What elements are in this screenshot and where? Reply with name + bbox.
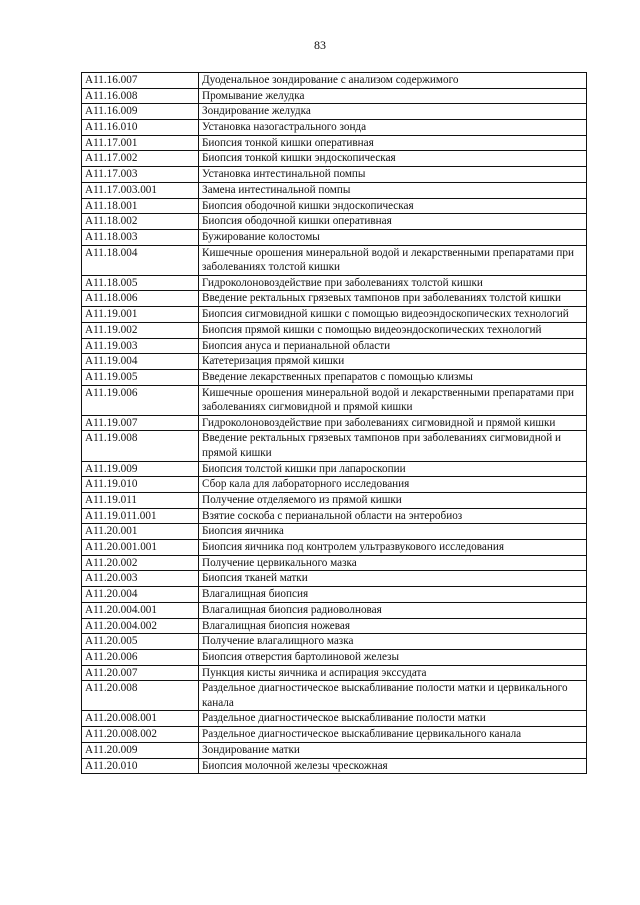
procedure-code-cell: A11.17.003	[82, 167, 199, 183]
procedure-name-cell: Гидроколоновоздействие при заболеваниях сигмовидной и прямой кишки	[199, 415, 587, 431]
procedure-code-cell: A11.19.006	[82, 385, 199, 415]
procedure-name-cell: Биопсия прямой кишки с помощью видеоэндоскопических технологий	[199, 322, 587, 338]
procedure-code-cell: A11.18.006	[82, 291, 199, 307]
procedure-name-cell: Бужирование колостомы	[199, 229, 587, 245]
procedure-name-cell: Катетеризация прямой кишки	[199, 354, 587, 370]
procedure-code-cell: A11.20.010	[82, 758, 199, 774]
table-row	[82, 477, 587, 493]
table-row	[82, 540, 587, 556]
procedure-code-cell: A11.17.003.001	[82, 182, 199, 198]
procedure-name-cell: Сбор кала для лабораторного исследования	[199, 477, 587, 493]
procedure-code-cell: A11.20.008.002	[82, 727, 199, 743]
procedure-code-cell: A11.20.007	[82, 665, 199, 681]
procedure-name-cell: Биопсия ободочной кишки эндоскопическая	[199, 198, 587, 214]
procedure-code-cell: A11.16.008	[82, 88, 199, 104]
procedure-name-cell: Промывание желудка	[199, 88, 587, 104]
procedure-code-cell: A11.19.011.001	[82, 508, 199, 524]
table-row	[82, 198, 587, 214]
table-row	[82, 602, 587, 618]
procedure-name-cell: Установка назогастрального зонда	[199, 120, 587, 136]
procedure-code-cell: A11.19.003	[82, 338, 199, 354]
table-body	[82, 73, 587, 774]
table-row	[82, 104, 587, 120]
procedure-name-cell: Влагалищная биопсия ножевая	[199, 618, 587, 634]
table-row	[82, 88, 587, 104]
procedure-code-cell: A11.19.002	[82, 322, 199, 338]
table-row	[82, 322, 587, 338]
page-number: 83	[314, 38, 326, 52]
table-row	[82, 338, 587, 354]
procedure-name-cell: Получение отделяемого из прямой кишки	[199, 493, 587, 509]
table-row	[82, 307, 587, 323]
procedure-name-cell: Биопсия тканей матки	[199, 571, 587, 587]
table-row	[82, 182, 587, 198]
procedure-name-cell: Установка интестинальной помпы	[199, 167, 587, 183]
table-row	[82, 291, 587, 307]
procedure-name-cell: Получение влагалищного мазка	[199, 634, 587, 650]
table-row	[82, 229, 587, 245]
procedure-code-cell: A11.20.008	[82, 681, 199, 711]
table-row	[82, 120, 587, 136]
procedure-code-cell: A11.19.004	[82, 354, 199, 370]
procedure-code-cell: A11.18.003	[82, 229, 199, 245]
procedure-name-cell: Введение ректальных грязевых тампонов при заболеваниях сигмовидной и прямой кишки	[199, 431, 587, 461]
table-row	[82, 711, 587, 727]
procedure-code-cell: A11.20.004.001	[82, 602, 199, 618]
table-row	[82, 758, 587, 774]
procedure-name-cell: Биопсия ободочной кишки оперативная	[199, 214, 587, 230]
procedure-name-cell: Введение ректальных грязевых тампонов при заболеваниях толстой кишки	[199, 291, 587, 307]
table-row	[82, 493, 587, 509]
table-row	[82, 634, 587, 650]
procedure-codes-table	[81, 72, 587, 774]
procedure-code-cell: A11.16.007	[82, 73, 199, 89]
procedure-code-cell: A11.16.010	[82, 120, 199, 136]
table-row	[82, 135, 587, 151]
procedure-code-cell: A11.19.010	[82, 477, 199, 493]
table-row	[82, 681, 587, 711]
procedure-code-cell: A11.20.008.001	[82, 711, 199, 727]
table-row	[82, 571, 587, 587]
procedure-name-cell: Влагалищная биопсия радиоволновая	[199, 602, 587, 618]
table-row	[82, 461, 587, 477]
procedure-name-cell: Раздельное диагностическое выскабливание полости матки	[199, 711, 587, 727]
procedure-code-cell: A11.20.001	[82, 524, 199, 540]
procedure-name-cell: Кишечные орошения минеральной водой и лекарственными препаратами при заболеваниях сигмовидной и прямой кишки	[199, 385, 587, 415]
procedure-code-cell: A11.19.008	[82, 431, 199, 461]
procedure-code-cell: A11.20.006	[82, 649, 199, 665]
procedure-name-cell: Влагалищная биопсия	[199, 587, 587, 603]
procedure-name-cell: Пункция кисты яичника и аспирация экссудата	[199, 665, 587, 681]
table-row	[82, 555, 587, 571]
procedure-code-cell: A11.20.004.002	[82, 618, 199, 634]
procedure-name-cell: Биопсия ануса и перианальной области	[199, 338, 587, 354]
table-row	[82, 727, 587, 743]
procedure-name-cell: Биопсия отверстия бартолиновой железы	[199, 649, 587, 665]
table-row	[82, 73, 587, 89]
table-row	[82, 431, 587, 461]
procedure-name-cell: Биопсия тонкой кишки оперативная	[199, 135, 587, 151]
table-row	[82, 245, 587, 275]
procedure-name-cell: Биопсия толстой кишки при лапароскопии	[199, 461, 587, 477]
procedure-name-cell: Раздельное диагностическое выскабливание цервикального канала	[199, 727, 587, 743]
procedure-code-cell: A11.19.001	[82, 307, 199, 323]
table-row	[82, 214, 587, 230]
procedure-name-cell: Введение лекарственных препаратов с помощью клизмы	[199, 369, 587, 385]
procedure-code-cell: A11.20.004	[82, 587, 199, 603]
procedure-code-cell: A11.18.002	[82, 214, 199, 230]
table-row	[82, 275, 587, 291]
procedure-code-cell: A11.17.001	[82, 135, 199, 151]
procedure-name-cell: Зондирование желудка	[199, 104, 587, 120]
procedure-code-cell: A11.19.007	[82, 415, 199, 431]
procedure-name-cell: Зондирование матки	[199, 742, 587, 758]
table-row	[82, 167, 587, 183]
procedure-name-cell: Кишечные орошения минеральной водой и лекарственными препаратами при заболеваниях толстой кишки	[199, 245, 587, 275]
table-row	[82, 649, 587, 665]
procedure-code-cell: A11.19.011	[82, 493, 199, 509]
procedure-code-cell: A11.20.009	[82, 742, 199, 758]
table-row	[82, 508, 587, 524]
table-row	[82, 415, 587, 431]
procedure-name-cell: Взятие соскоба с перианальной области на энтеробиоз	[199, 508, 587, 524]
table-row	[82, 369, 587, 385]
table-row	[82, 524, 587, 540]
procedure-name-cell: Получение цервикального мазка	[199, 555, 587, 571]
procedure-code-cell: A11.20.001.001	[82, 540, 199, 556]
procedure-name-cell: Биопсия яичника	[199, 524, 587, 540]
procedure-code-cell: A11.16.009	[82, 104, 199, 120]
table-row	[82, 151, 587, 167]
procedure-name-cell: Дуоденальное зондирование с анализом содержимого	[199, 73, 587, 89]
table-row	[82, 385, 587, 415]
procedure-name-cell: Биопсия молочной железы чрескожная	[199, 758, 587, 774]
procedure-code-cell: A11.18.004	[82, 245, 199, 275]
procedure-code-cell: A11.18.001	[82, 198, 199, 214]
procedure-name-cell: Замена интестинальной помпы	[199, 182, 587, 198]
procedure-code-cell: A11.19.005	[82, 369, 199, 385]
procedure-name-cell: Биопсия тонкой кишки эндоскопическая	[199, 151, 587, 167]
procedure-name-cell: Биопсия сигмовидной кишки с помощью видеоэндоскопических технологий	[199, 307, 587, 323]
procedure-code-cell: A11.19.009	[82, 461, 199, 477]
procedure-code-cell: A11.20.005	[82, 634, 199, 650]
procedure-code-cell: A11.18.005	[82, 275, 199, 291]
table-row	[82, 354, 587, 370]
procedure-code-cell: A11.17.002	[82, 151, 199, 167]
procedure-code-cell: A11.20.003	[82, 571, 199, 587]
procedure-name-cell: Гидроколоновоздействие при заболеваниях толстой кишки	[199, 275, 587, 291]
procedure-code-cell: A11.20.002	[82, 555, 199, 571]
procedure-name-cell: Раздельное диагностическое выскабливание полости матки и цервикального канала	[199, 681, 587, 711]
table-row	[82, 587, 587, 603]
procedure-name-cell: Биопсия яичника под контролем ультразвукового исследования	[199, 540, 587, 556]
table-row	[82, 665, 587, 681]
table-row	[82, 618, 587, 634]
table-row	[82, 742, 587, 758]
